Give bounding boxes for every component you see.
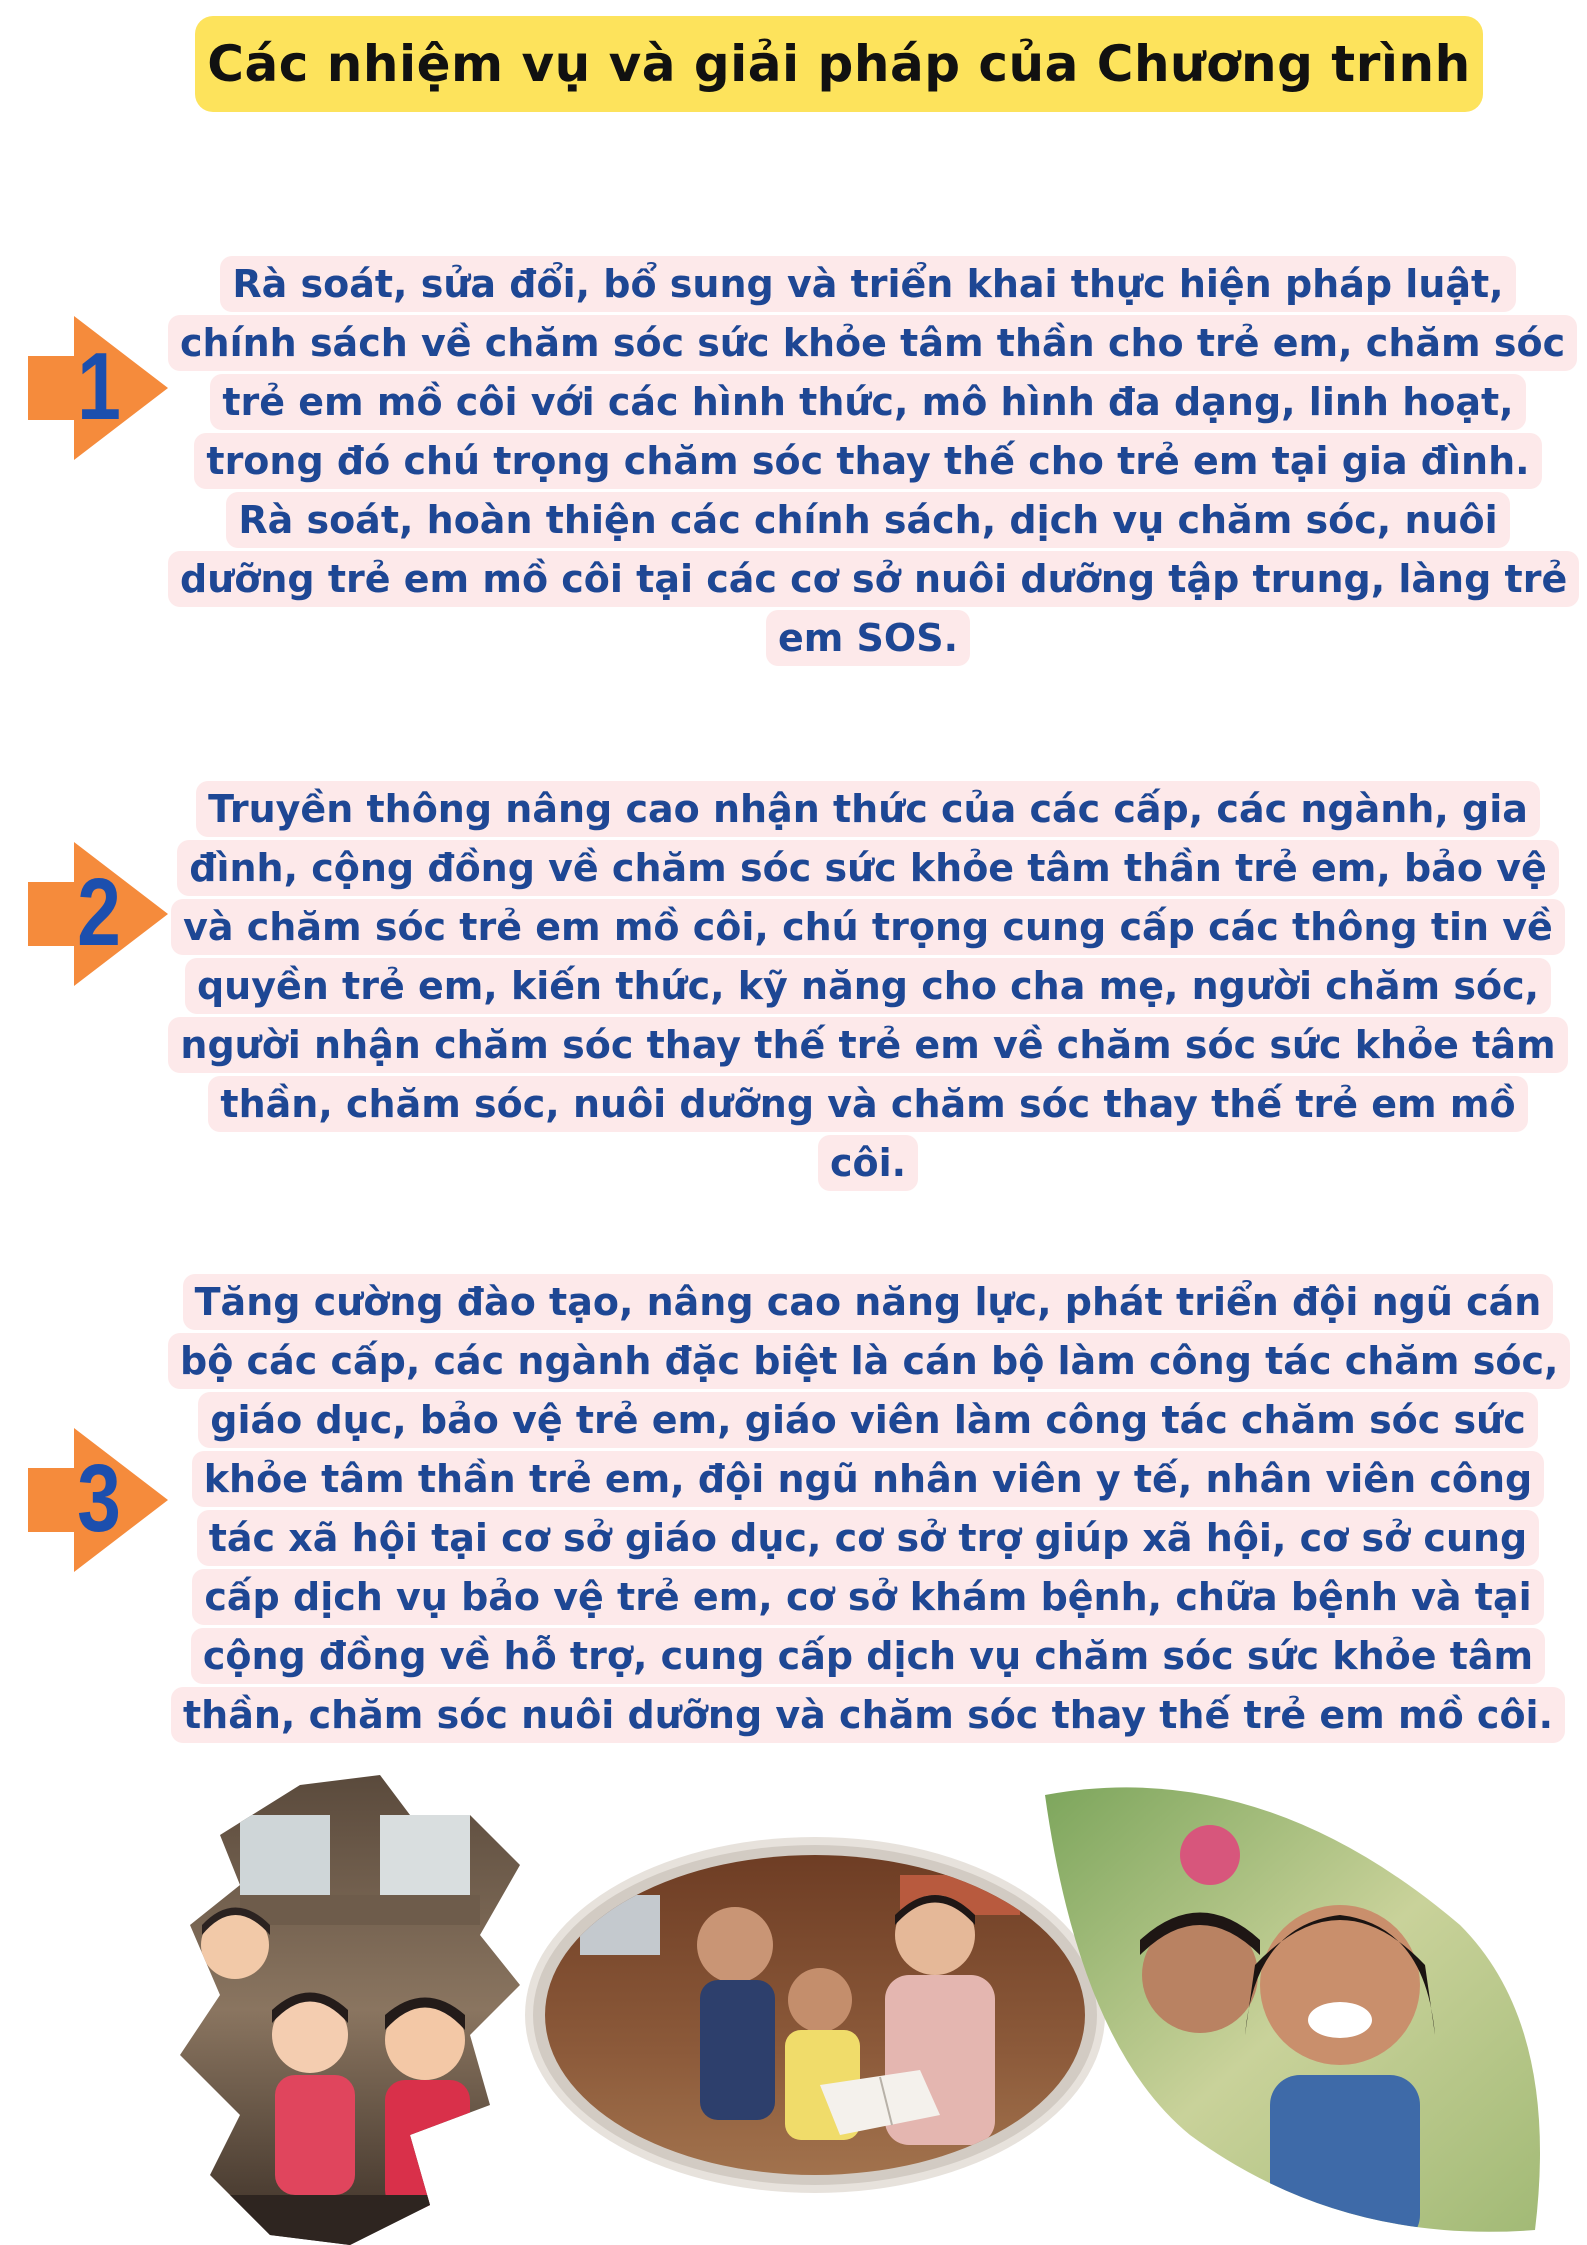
task-number: 3 [77,1445,121,1552]
photo-collage [0,1775,1587,2245]
arrow-badge-2 [28,842,168,986]
children-puzzle-photo [180,1775,560,2245]
task-text-content: Truyền thông nâng cao nhận thức của các cấp, các ngành, gia đình, cộng đồng về chăm sóc sức khỏe tâm thần trẻ em, bảo vệ và chăm sóc trẻ em mồ côi, chú trọng cung cấp các thông tin về quyền trẻ em, kiến thức, kỹ năng cho cha mẹ, người chăm sóc, người nhận chăm sóc thay thế trẻ em về chăm sóc sức khỏe tâm thần, chăm sóc, nuôi dưỡng và chăm sóc thay thế trẻ em mồ côi. [168,781,1567,1191]
page-title: Các nhiệm vụ và giải pháp của Chương trình [207,35,1471,93]
task-number: 2 [77,859,121,966]
task-text [168,1273,1568,1745]
task-text [168,780,1568,1193]
smiling-children-photo [1040,1775,1560,2245]
task-text-content: Rà soát, sửa đổi, bổ sung và triển khai thực hiện pháp luật, chính sách về chăm sóc sức khỏe tâm thần cho trẻ em, chăm sóc trẻ em mồ côi với các hình thức, mô hình đa dạng, linh hoạt, trong đó chú trọng chăm sóc thay thế cho trẻ em tại gia đình. Rà soát, hoàn thiện các chính sách, dịch vụ chăm sóc, nuôi dưỡng trẻ em mồ côi tại các cơ sở nuôi dưỡng tập trung, làng trẻ em SOS. [168,256,1579,666]
task-number: 1 [77,333,121,440]
title-banner [195,16,1483,112]
arrow-badge-1 [28,316,168,460]
teacher-reading-with-children-photo [520,1835,1110,2195]
arrow-badge-3 [28,1428,168,1572]
task-text [168,255,1568,668]
task-text-content: Tăng cường đào tạo, nâng cao năng lực, phát triển đội ngũ cán bộ các cấp, các ngành đặc biệt là cán bộ làm công tác chăm sóc, giáo dục, bảo vệ trẻ em, giáo viên làm công tác chăm sóc sức khỏe tâm thần trẻ em, đội ngũ nhân viên y tế, nhân viên công tác xã hội tại cơ sở giáo dục, cơ sở trợ giúp xã hội, cơ sở cung cấp dịch vụ bảo vệ trẻ em, cơ sở khám bệnh, chữa bệnh và tại cộng đồng về hỗ trợ, cung cấp dịch vụ chăm sóc sức khỏe tâm thần, chăm sóc nuôi dưỡng và chăm sóc thay thế trẻ em mồ côi. [168,1274,1570,1743]
